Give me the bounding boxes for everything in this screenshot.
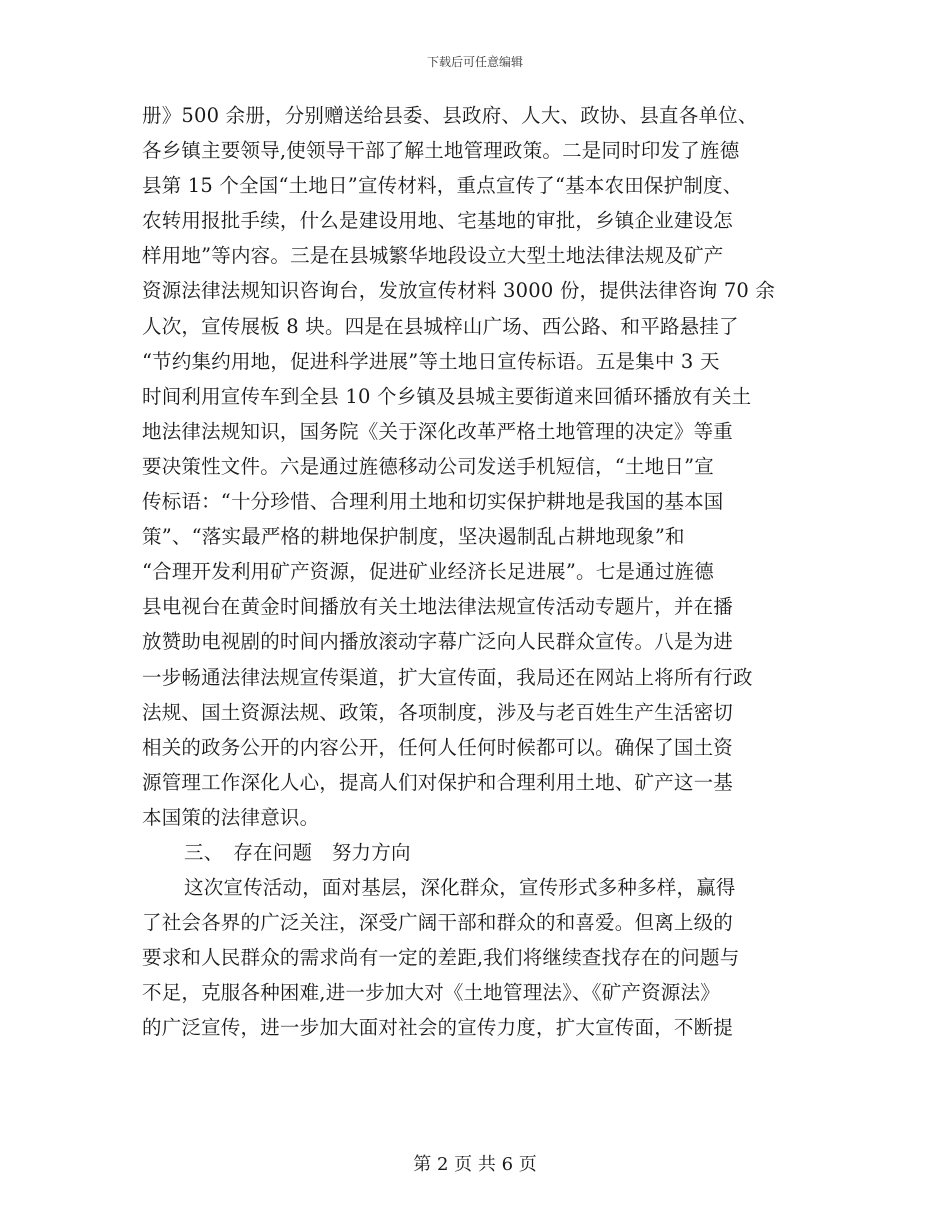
body-line: 要决策性文件。六是通过旌德移动公司发送手机短信，“土地日”宣 [142, 454, 714, 478]
page-header-note: 下载后可任意编辑 [426, 55, 523, 69]
body-line: 放赞助电视剧的时间内播放滚动字幕广泛向人民群众宣传。八是为进 [142, 630, 734, 654]
body-line: 时间利用宣传车到全县 10 个乡镇及县城主要街道来回循环播放有关土 [142, 384, 752, 408]
paragraph-line: 要求和人民群众的需求尚有一定的差距,我们将继续查找存在的问题与 [142, 946, 740, 970]
body-line: 资源法律法规知识咨询台，发放宣传材料 3000 份，提供法律咨询 70 余 [142, 279, 776, 303]
body-line: “合理开发利用矿产资源，促进矿业经济长足进展”。七是通过旌德 [142, 560, 714, 584]
page-number: 第 2 页 共 6 页 [413, 1154, 537, 1175]
body-line: 一步畅通法律法规宣传渠道，扩大宣传面，我局还在网站上将所有行政 [142, 665, 753, 689]
body-line: 源管理工作深化人心，提高人们对保护和合理利用土地、矿产这一基 [142, 770, 734, 794]
paragraph-line: 了社会各界的广泛关注，深受广阔干部和群众的和喜爱。但离上级的 [142, 911, 734, 935]
body-line: 法规、国土资源法规、政策，各项制度，涉及与老百姓生产生活密切 [142, 700, 734, 724]
body-line: 相关的政务公开的内容公开，任何人任何时候都可以。确保了国土资 [142, 735, 734, 759]
body-line: 人次，宣传展板 8 块。四是在县城梓山广场、西公路、和平路悬挂了 [142, 314, 739, 338]
paragraph-line: 不足，克服各种困难,进一步加大对《土地管理法》、《矿产资源法》 [142, 981, 720, 1005]
body-line: 传标语：“十分珍惜、合理利用土地和切实保护耕地是我国的基本国 [142, 490, 724, 514]
paragraph-line: 的广泛宣传，进一步加大面对社会的宣传力度，扩大宣传面，不断提 [142, 1016, 734, 1040]
body-line: 册》500 余册，分别赠送给县委、县政府、人大、政协、县直各单位、 [142, 104, 758, 127]
body-line: 县第 15 个全国“土地日”宣传材料，重点宣传了“基本农田保护制度、 [142, 174, 743, 198]
section-heading: 三、 存在问题 努力方向 [184, 840, 411, 864]
body-line: 策”、“落实最严格的耕地保护制度，坚决遏制乱占耕地现象”和 [142, 525, 685, 549]
body-line: 各乡镇主要领导,使领导干部了解土地管理政策。二是同时印发了旌德 [142, 139, 740, 163]
body-line: 本国策的法律意识。 [142, 805, 320, 829]
paragraph-line: 这次宣传活动，面对基层，深化群众，宣传形式多种多样，赢得 [184, 876, 736, 900]
body-line: 县电视台在黄金时间播放有关土地法律法规宣传活动专题片，并在播 [142, 595, 734, 619]
document-body [142, 98, 812, 1046]
body-line: 地法律法规知识，国务院《关于深化改革严格土地管理的决定》等重 [142, 419, 734, 443]
body-line: 样用地”等内容。三是在县城繁华地段设立大型土地法律法规及矿产 [142, 244, 724, 268]
body-line: 农转用报批手续，什么是建设用地、宅基地的审批，乡镇企业建设怎 [142, 209, 734, 233]
body-line: “节约集约用地，促进科学进展”等土地日宣传标语。五是集中 3 天 [142, 349, 720, 373]
